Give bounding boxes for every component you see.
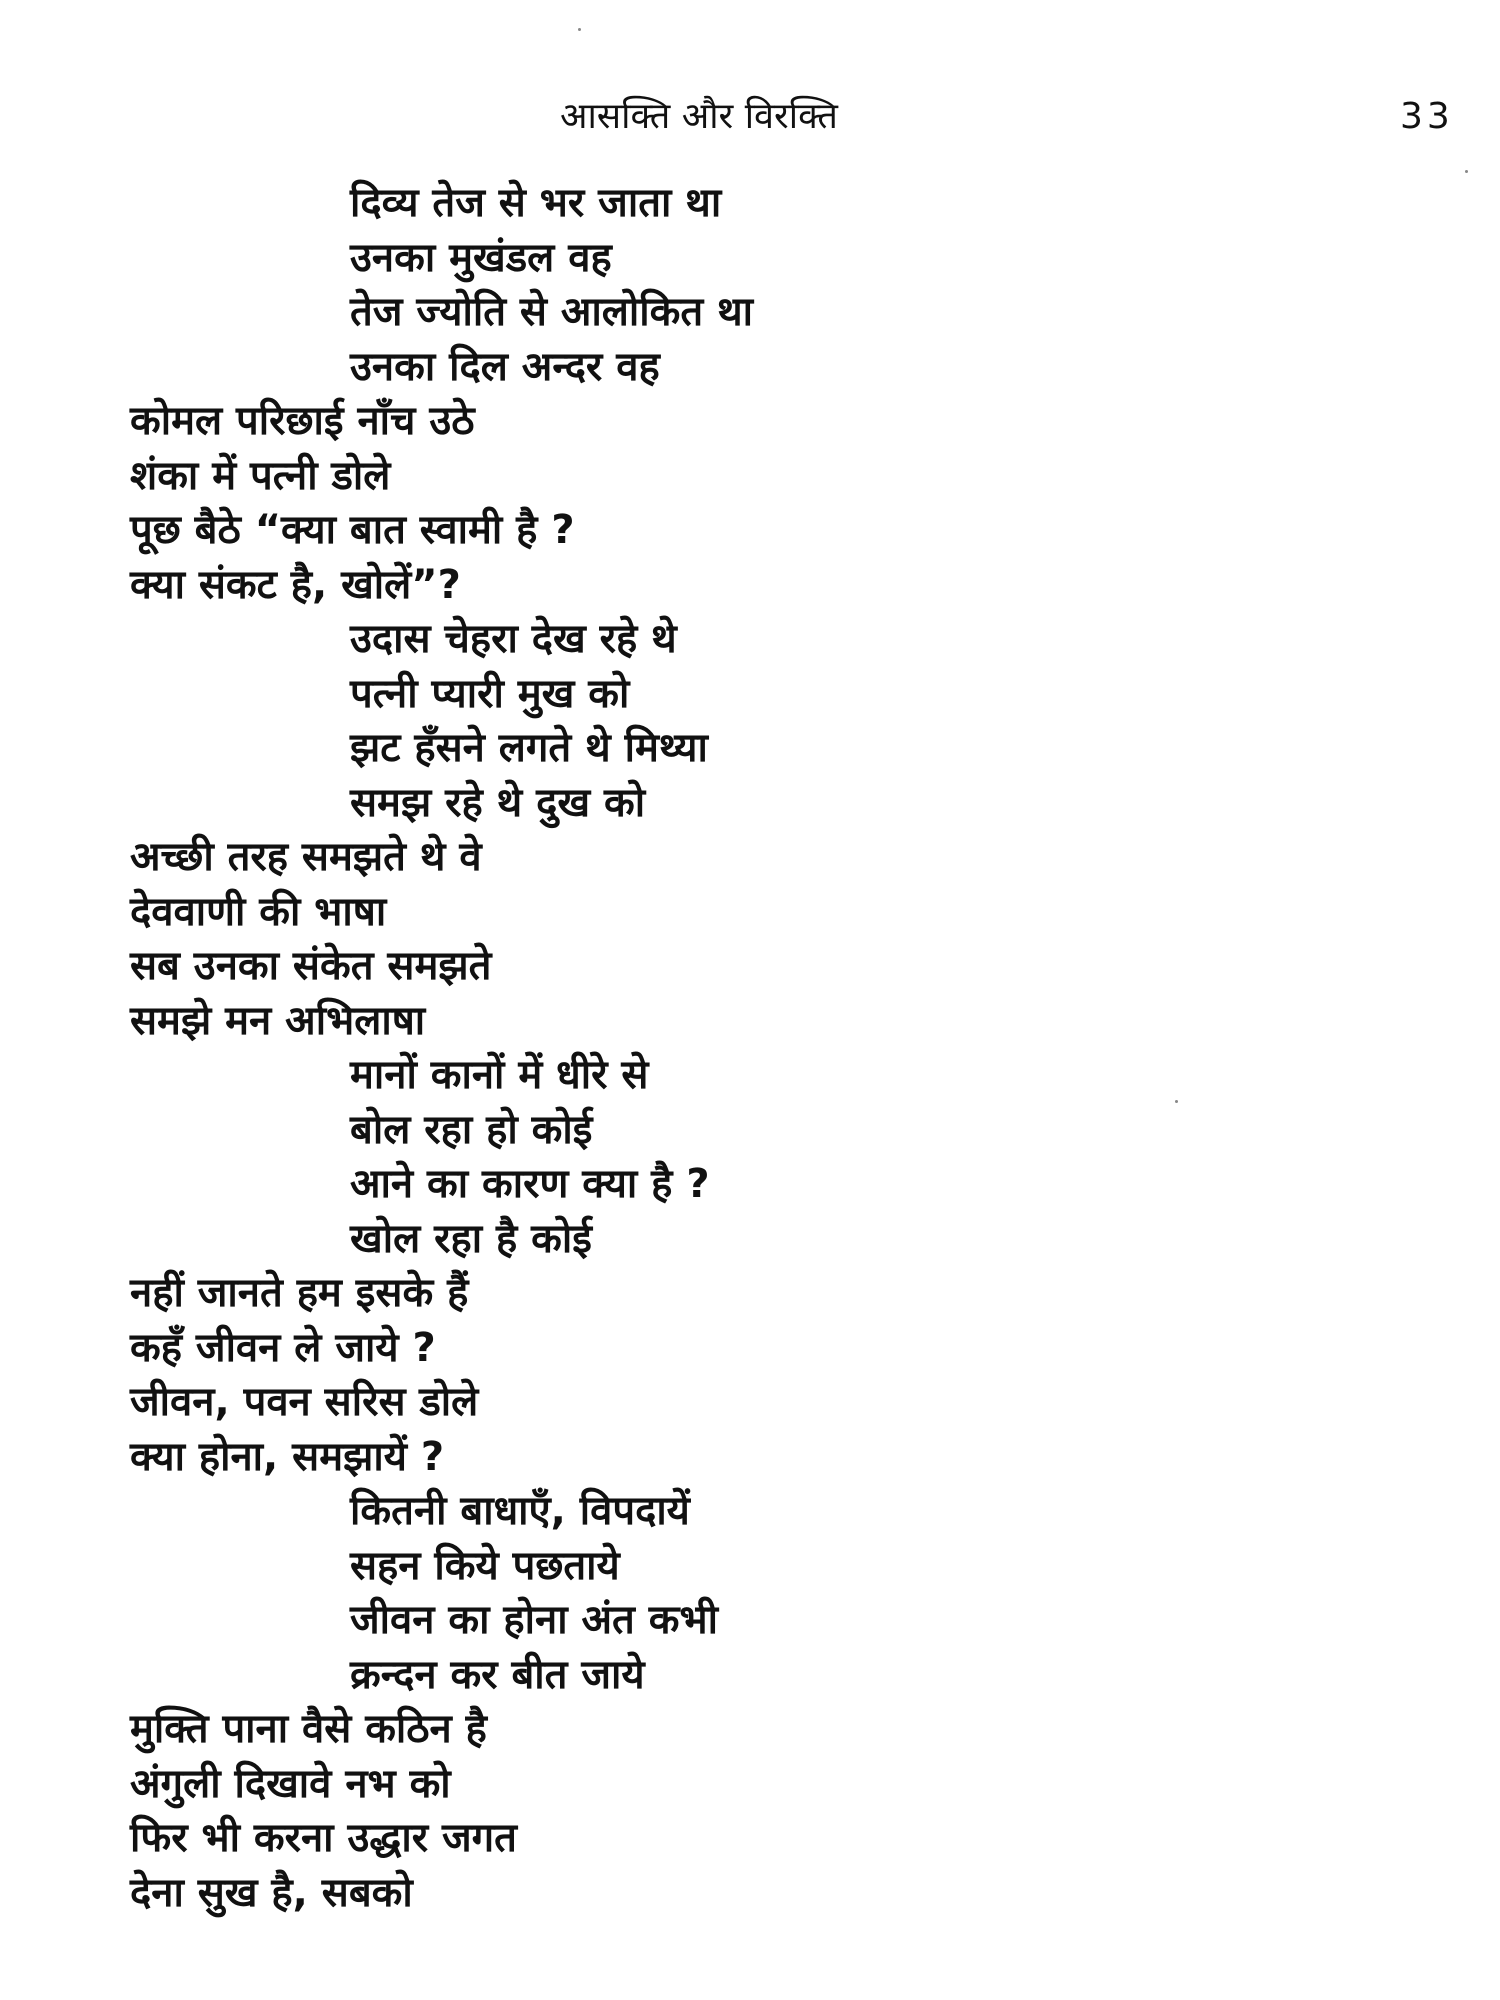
poem-line: नहीं जानते हम इसके हैं xyxy=(130,1270,469,1316)
poem-line: फिर भी करना उद्धार जगत xyxy=(130,1815,517,1861)
poem-line: उदास चेहरा देख रहे थे xyxy=(350,616,677,662)
stanza xyxy=(130,1484,1410,1702)
poem-line: क्रन्दन कर बीत जाये xyxy=(350,1651,645,1698)
poem xyxy=(130,176,1410,1920)
chapter-title: आसक्ति और विरक्ति xyxy=(560,96,838,137)
scan-speck xyxy=(1465,170,1468,173)
poem-line: समझ रहे थे दुख को xyxy=(350,779,646,826)
poem-line: पत्नी प्यारी मुख को xyxy=(350,670,630,717)
stanza xyxy=(130,176,1410,394)
poem-line: जीवन, पवन सरिस डोले xyxy=(130,1379,479,1425)
poem-line: अंगुली दिखावे नभ को xyxy=(130,1760,451,1807)
poem-line: पूछ बैठे “क्या बात स्वामी है ? xyxy=(130,507,575,553)
stanza xyxy=(130,1266,1410,1484)
stanza xyxy=(130,612,1410,830)
poem-line: खोल रहा है कोई xyxy=(350,1215,592,1262)
poem-line: जीवन का होना अंत कभी xyxy=(350,1597,718,1643)
stanza xyxy=(130,1702,1410,1920)
poem-line: झट हँसने लगते थे मिथ्या xyxy=(350,725,708,771)
poem-line: शंका में पत्नी डोले xyxy=(130,452,391,499)
poem-line: कहँ जीवन ले जाये ? xyxy=(130,1324,436,1371)
poem-line: तेज ज्योति से आलोकित था xyxy=(350,289,753,335)
poem-line: समझे मन अभिलाषा xyxy=(130,997,426,1044)
stanza xyxy=(130,394,1410,612)
poem-line: उनका दिल अन्दर वह xyxy=(350,343,660,390)
stanza xyxy=(130,830,1410,1048)
poem-line: कितनी बाधाएँ, विपदायें xyxy=(350,1488,690,1534)
running-head xyxy=(0,92,1500,142)
poem-line: बोल रहा हो कोई xyxy=(350,1106,593,1153)
stanza xyxy=(130,1048,1410,1266)
poem-line: देना सुख है, सबको xyxy=(130,1869,413,1916)
poem-line: सहन किये पछताये xyxy=(350,1542,620,1589)
poem-line: सब उनका संकेत समझते xyxy=(130,943,492,989)
poem-line: मुक्ति पाना वैसे कठिन है xyxy=(130,1706,487,1752)
poem-line: मानों कानों में धीरे से xyxy=(350,1052,649,1098)
page-number: 33 xyxy=(1400,96,1454,137)
poem-line: क्या संकट है, खोलें”? xyxy=(130,561,461,608)
poem-line: दिव्य तेज से भर जाता था xyxy=(350,180,722,226)
poem-line: क्या होना, समझायें ? xyxy=(130,1433,445,1480)
poem-line: कोमल परिछाई नाँच उठे xyxy=(130,398,475,444)
poem-line: अच्छी तरह समझते थे वे xyxy=(130,834,482,880)
poem-line: आने का कारण क्या है ? xyxy=(350,1161,710,1207)
poem-line: देववाणी की भाषा xyxy=(130,888,387,935)
poem-line: उनका मुखंडल वह xyxy=(350,234,612,281)
scan-speck xyxy=(578,28,581,31)
